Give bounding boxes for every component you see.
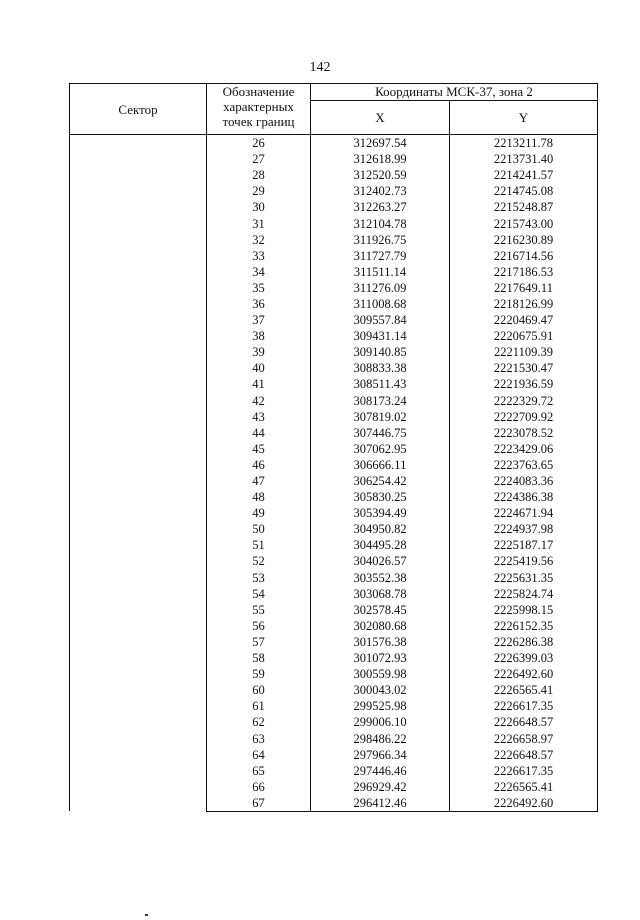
x-cell: 305830.25 [311, 489, 450, 505]
point-cell: 39 [207, 344, 311, 360]
point-cell: 37 [207, 312, 311, 328]
x-cell: 307819.02 [311, 409, 450, 425]
x-column-header: X [311, 100, 450, 134]
coordinates-table [69, 83, 598, 812]
x-cell: 311276.09 [311, 280, 450, 296]
point-cell: 59 [207, 666, 311, 682]
y-cell: 2221109.39 [450, 344, 598, 360]
x-cell: 305394.49 [311, 505, 450, 521]
point-cell: 44 [207, 425, 311, 441]
y-cell: 2221530.47 [450, 360, 598, 376]
x-cell: 312618.99 [311, 151, 450, 167]
point-cell: 57 [207, 634, 311, 650]
x-cell: 312402.73 [311, 183, 450, 199]
point-designation-line-1: Обозначение [222, 84, 295, 99]
point-cell: 58 [207, 650, 311, 666]
y-cell: 2225824.74 [450, 586, 598, 602]
x-cell: 304950.82 [311, 521, 450, 537]
point-cell: 64 [207, 747, 311, 763]
x-cell: 296929.42 [311, 779, 450, 795]
x-cell: 311926.75 [311, 232, 450, 248]
x-cell: 308173.24 [311, 393, 450, 409]
y-column-header: Y [450, 100, 598, 134]
table-header-row [70, 84, 598, 101]
y-cell: 2222709.92 [450, 409, 598, 425]
y-cell: 2213731.40 [450, 151, 598, 167]
x-cell: 303552.38 [311, 570, 450, 586]
point-cell: 61 [207, 698, 311, 714]
x-cell: 311511.14 [311, 264, 450, 280]
y-cell: 2216230.89 [450, 232, 598, 248]
point-cell: 28 [207, 167, 311, 183]
point-cell: 51 [207, 537, 311, 553]
point-cell: 55 [207, 602, 311, 618]
y-cell: 2223763.65 [450, 457, 598, 473]
x-cell: 312520.59 [311, 167, 450, 183]
y-cell: 2224083.36 [450, 473, 598, 489]
point-cell: 52 [207, 553, 311, 569]
point-cell: 26 [207, 135, 311, 152]
point-designation-line-3: точек границ [222, 114, 295, 129]
point-cell: 46 [207, 457, 311, 473]
point-cell: 34 [207, 264, 311, 280]
y-cell: 2226492.60 [450, 666, 598, 682]
y-cell: 2220675.91 [450, 328, 598, 344]
y-cell: 2226565.41 [450, 779, 598, 795]
x-cell: 306666.11 [311, 457, 450, 473]
point-cell: 35 [207, 280, 311, 296]
x-cell: 309140.85 [311, 344, 450, 360]
y-cell: 2217649.11 [450, 280, 598, 296]
x-cell: 307062.95 [311, 441, 450, 457]
coordinates-header: Координаты МСК-37, зона 2 [311, 84, 598, 101]
y-cell: 2215743.00 [450, 215, 598, 231]
x-cell: 299006.10 [311, 714, 450, 730]
y-cell: 2226492.60 [450, 795, 598, 812]
y-cell: 2223429.06 [450, 441, 598, 457]
y-cell: 2214241.57 [450, 167, 598, 183]
y-cell: 2226286.38 [450, 634, 598, 650]
y-cell: 2225631.35 [450, 570, 598, 586]
y-cell: 2213211.78 [450, 135, 598, 152]
point-cell: 41 [207, 376, 311, 392]
y-cell: 2220469.47 [450, 312, 598, 328]
point-cell: 49 [207, 505, 311, 521]
y-cell: 2221936.59 [450, 376, 598, 392]
point-cell: 32 [207, 232, 311, 248]
point-cell: 43 [207, 409, 311, 425]
x-cell: 301576.38 [311, 634, 450, 650]
table-body [70, 135, 598, 812]
point-cell: 65 [207, 763, 311, 779]
y-cell: 2218126.99 [450, 296, 598, 312]
point-cell: 45 [207, 441, 311, 457]
point-cell: 50 [207, 521, 311, 537]
x-cell: 302080.68 [311, 618, 450, 634]
y-cell: 2226399.03 [450, 650, 598, 666]
point-cell: 53 [207, 570, 311, 586]
x-cell: 308511.43 [311, 376, 450, 392]
x-cell: 297446.46 [311, 763, 450, 779]
y-cell: 2226565.41 [450, 682, 598, 698]
x-cell: 297966.34 [311, 747, 450, 763]
point-cell: 29 [207, 183, 311, 199]
point-cell: 60 [207, 682, 311, 698]
y-cell: 2226617.35 [450, 763, 598, 779]
point-cell: 47 [207, 473, 311, 489]
y-cell: 2226648.57 [450, 714, 598, 730]
point-cell: 67 [207, 795, 311, 812]
table-row [70, 135, 598, 152]
y-cell: 2215248.87 [450, 199, 598, 215]
point-cell: 66 [207, 779, 311, 795]
y-cell: 2224671.94 [450, 505, 598, 521]
sector-header: Сектор [70, 84, 207, 135]
x-cell: 311727.79 [311, 248, 450, 264]
x-cell: 312104.78 [311, 215, 450, 231]
y-cell: 2224937.98 [450, 521, 598, 537]
x-cell: 308833.38 [311, 360, 450, 376]
x-cell: 304495.28 [311, 537, 450, 553]
point-cell: 56 [207, 618, 311, 634]
point-cell: 42 [207, 393, 311, 409]
y-cell: 2223078.52 [450, 425, 598, 441]
x-cell: 306254.42 [311, 473, 450, 489]
point-cell: 62 [207, 714, 311, 730]
x-cell: 300559.98 [311, 666, 450, 682]
y-cell: 2225998.15 [450, 602, 598, 618]
y-cell: 2225187.17 [450, 537, 598, 553]
x-cell: 309431.14 [311, 328, 450, 344]
x-cell: 311008.68 [311, 296, 450, 312]
x-cell: 303068.78 [311, 586, 450, 602]
point-cell: 48 [207, 489, 311, 505]
scan-mark [145, 914, 148, 916]
point-cell: 63 [207, 730, 311, 746]
point-cell: 40 [207, 360, 311, 376]
point-cell: 31 [207, 215, 311, 231]
x-cell: 299525.98 [311, 698, 450, 714]
point-cell: 54 [207, 586, 311, 602]
x-cell: 296412.46 [311, 795, 450, 812]
y-cell: 2225419.56 [450, 553, 598, 569]
x-cell: 309557.84 [311, 312, 450, 328]
point-cell: 36 [207, 296, 311, 312]
x-cell: 302578.45 [311, 602, 450, 618]
point-cell: 38 [207, 328, 311, 344]
x-cell: 301072.93 [311, 650, 450, 666]
x-cell: 307446.75 [311, 425, 450, 441]
y-cell: 2217186.53 [450, 264, 598, 280]
y-cell: 2226617.35 [450, 698, 598, 714]
point-cell: 27 [207, 151, 311, 167]
x-cell: 298486.22 [311, 730, 450, 746]
y-cell: 2214745.08 [450, 183, 598, 199]
y-cell: 2216714.56 [450, 248, 598, 264]
page-number: 142 [309, 60, 331, 75]
point-cell: 33 [207, 248, 311, 264]
x-cell: 300043.02 [311, 682, 450, 698]
x-cell: 304026.57 [311, 553, 450, 569]
x-cell: 312263.27 [311, 199, 450, 215]
point-designation-header [207, 84, 311, 135]
y-cell: 2226152.35 [450, 618, 598, 634]
y-cell: 2226658.97 [450, 730, 598, 746]
y-cell: 2224386.38 [450, 489, 598, 505]
y-cell: 2222329.72 [450, 393, 598, 409]
y-cell: 2226648.57 [450, 747, 598, 763]
point-designation-line-2: характерных [223, 99, 294, 114]
x-cell: 312697.54 [311, 135, 450, 152]
point-cell: 30 [207, 199, 311, 215]
sector-cell [70, 135, 207, 812]
